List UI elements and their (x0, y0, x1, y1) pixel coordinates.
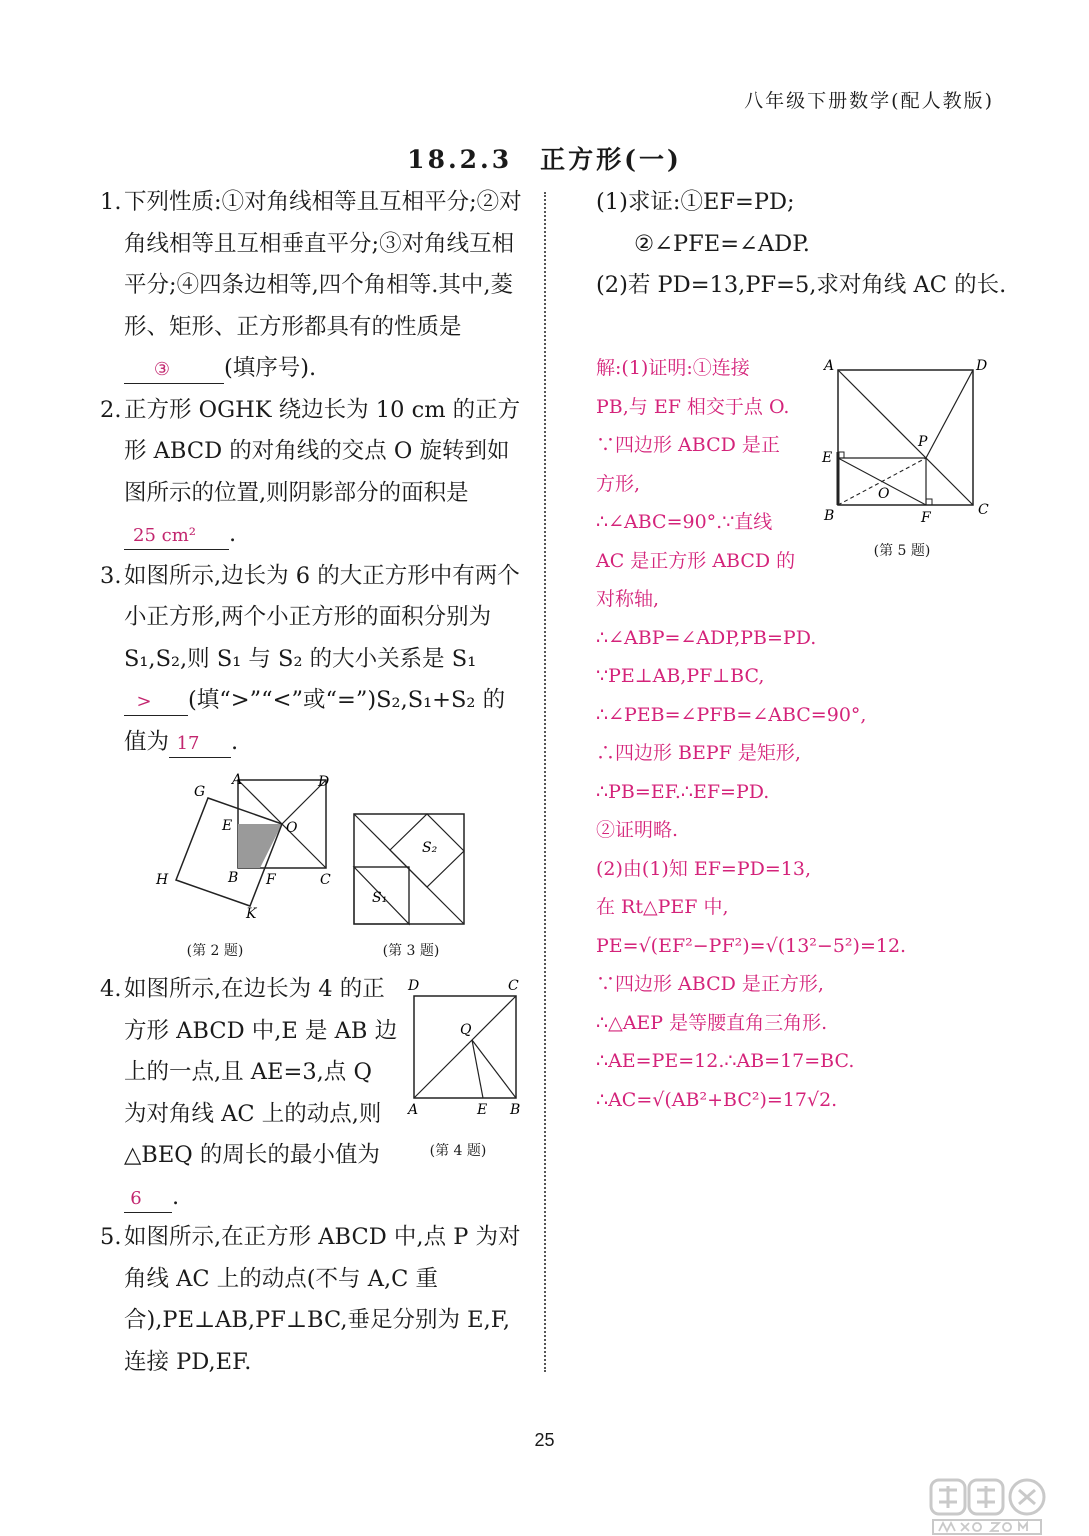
question-number: 3. (100, 562, 122, 589)
question-suffix: (填序号). (224, 355, 317, 381)
question-number: 4. (100, 976, 122, 1002)
q5-part2: (2)若 PD=13,PF=5,求对角线 AC 的长. (596, 272, 1007, 298)
question-4-wrapper (100, 969, 400, 1218)
question-text: 如图所示,在边长为 4 的正方形 ABCD 中,E 是 AB 边上的一点,且 AE=3,点 Q 为对角线 AC 上的动点,则△BEQ 的周长的最小值为 (124, 976, 398, 1168)
solution-line: ∴AC=√(AB²+BC²)=17√2. (596, 1088, 838, 1111)
fig5-label: F (921, 510, 931, 526)
solution-line: 方形, (596, 472, 641, 495)
fig5-label: E (822, 450, 833, 466)
answer-blank: 6 (124, 1186, 172, 1213)
left-column (100, 182, 525, 763)
figure-2 (150, 772, 340, 924)
section-title: 18.2.3 正方形(一) (407, 145, 682, 174)
question-number: 5. (100, 1224, 122, 1250)
solution-line: ∵PE⊥AB,PF⊥BC, (596, 665, 765, 687)
answer-blank: 25 cm² (124, 523, 229, 550)
answer-blank-2: 17 (169, 731, 231, 758)
fig4-label: E (477, 1102, 488, 1118)
solution-line: ∴∠ABP=∠ADP,PB=PD. (596, 626, 817, 649)
question-number: 2. (100, 396, 122, 423)
solution-line: ∴∠ABC=90°.∵直线 (596, 511, 773, 533)
solution-line: ∴∠PEB=∠PFB=∠ABC=90°, (596, 703, 867, 726)
q5-part1-a: (1)求证:①EF=PD; (596, 189, 795, 215)
caption-fig2: (第 2 题) (186, 943, 244, 959)
solution-line: AC 是正方形 ABCD 的 (596, 549, 796, 572)
question-text: 如图所示,在正方形 ABCD 中,点 P 为对角线 AC 上的动点(不与 A,C 重合),PE⊥AB,PF⊥BC,垂足分别为 E,F,连接 PD,EF. (124, 1224, 521, 1375)
figure-3 (350, 810, 468, 928)
question-4 (100, 969, 400, 1218)
fig4-label: Q (460, 1022, 472, 1038)
question-3 (100, 556, 525, 764)
watermark-logo (929, 1478, 1079, 1536)
question-2 (100, 390, 525, 556)
fig2-label: C (320, 872, 331, 888)
page-number: 25 (534, 1430, 555, 1450)
solution-line: ∴△AEP 是等腰直角三角形. (596, 1011, 828, 1034)
fig2-label: K (246, 906, 257, 922)
figure-4 (404, 976, 524, 1120)
fig4-label: C (508, 978, 519, 994)
fig5-label: C (978, 502, 989, 518)
fig2-label: O (286, 820, 298, 836)
fig2-label: E (222, 818, 233, 834)
solution-line: ∵四边形 ABCD 是正 (596, 434, 780, 456)
fig2-label: D (318, 774, 330, 790)
question-5 (100, 1217, 525, 1383)
fig5-label: P (918, 434, 928, 450)
solution-line: 解:(1)证明:①连接 (596, 357, 750, 379)
solution-line: 在 Rt△PEF 中, (596, 896, 729, 918)
question-number: 1. (100, 189, 122, 215)
q5-part1-b: ②∠PFE=∠ADP. (634, 230, 810, 257)
question-suffix: . (172, 1183, 180, 1210)
fig4-label: D (408, 978, 420, 994)
fig5-label: A (824, 358, 835, 374)
solution-line: PE=√(EF²−PF²)=√(13²−5²)=12. (596, 934, 907, 957)
question-text: 如图所示,边长为 6 的大正方形中有两个小正方形,两个小正方形的面积分别为 S₁,S₂,则 S₁ 与 S₂ 的大小关系是 S₁ (124, 562, 520, 672)
fig3-label: S₂ (422, 840, 438, 856)
column-divider (544, 192, 546, 1372)
fig2-label: F (266, 872, 276, 888)
caption-fig5: (第 5 题) (873, 543, 931, 559)
fig2-label: A (232, 772, 243, 788)
caption-fig4: (第 4 题) (429, 1143, 487, 1159)
question-text-2: (填“>”“<”或“=”)S₂,S₁+S₂ 的值为 (124, 687, 506, 755)
fig4-label: B (510, 1102, 521, 1118)
fig2-label: H (156, 872, 169, 888)
right-column-top (596, 182, 1016, 307)
fig4-label: A (408, 1102, 419, 1118)
question-suffix: . (229, 521, 237, 547)
question-1 (100, 182, 525, 390)
fig2-label: B (228, 870, 239, 886)
solution-line: ∵四边形 ABCD 是正方形, (596, 973, 824, 995)
fig5-label: D (976, 358, 988, 374)
fig5-label: B (824, 508, 835, 524)
fig2-label: G (194, 784, 206, 800)
solution-line: ∴AE=PE=12.∴AB=17=BC. (596, 1050, 855, 1072)
solution-line: PB,与 EF 相交于点 O. (596, 395, 790, 418)
figure-5 (818, 356, 998, 526)
question-text: 正方形 OGHK 绕边长为 10 cm 的正方形 ABCD 的对角线的交点 O 旋转到如图所示的位置,则阴影部分的面积是 (124, 396, 521, 506)
question-5-wrapper (100, 1217, 525, 1383)
solution-line: ②证明略. (596, 819, 679, 841)
solution-line: (2)由(1)知 EF=PD=13, (596, 857, 811, 880)
solution-line: ∴四边形 BEPF 是矩形, (596, 742, 801, 764)
shaded-region (238, 824, 282, 868)
answer-blank-1: > (124, 689, 188, 716)
solution-line: 对称轴, (596, 588, 660, 610)
question-text: 下列性质:①对角线相等且互相平分;②对角线相等且互相垂直平分;③对角线互相平分;④四条边相等,四个角相等.其中,菱形、矩形、正方形都具有的性质是 (124, 189, 522, 340)
book-header: 八年级下册数学(配人教版) (744, 90, 994, 112)
fig5-label: O (878, 486, 890, 502)
fig3-label: S₁ (372, 890, 388, 906)
caption-fig3: (第 3 题) (382, 943, 440, 959)
question-suffix: . (231, 728, 239, 755)
solution-line: ∴PB=EF.∴EF=PD. (596, 780, 770, 803)
answer-blank: ③ (124, 357, 224, 384)
